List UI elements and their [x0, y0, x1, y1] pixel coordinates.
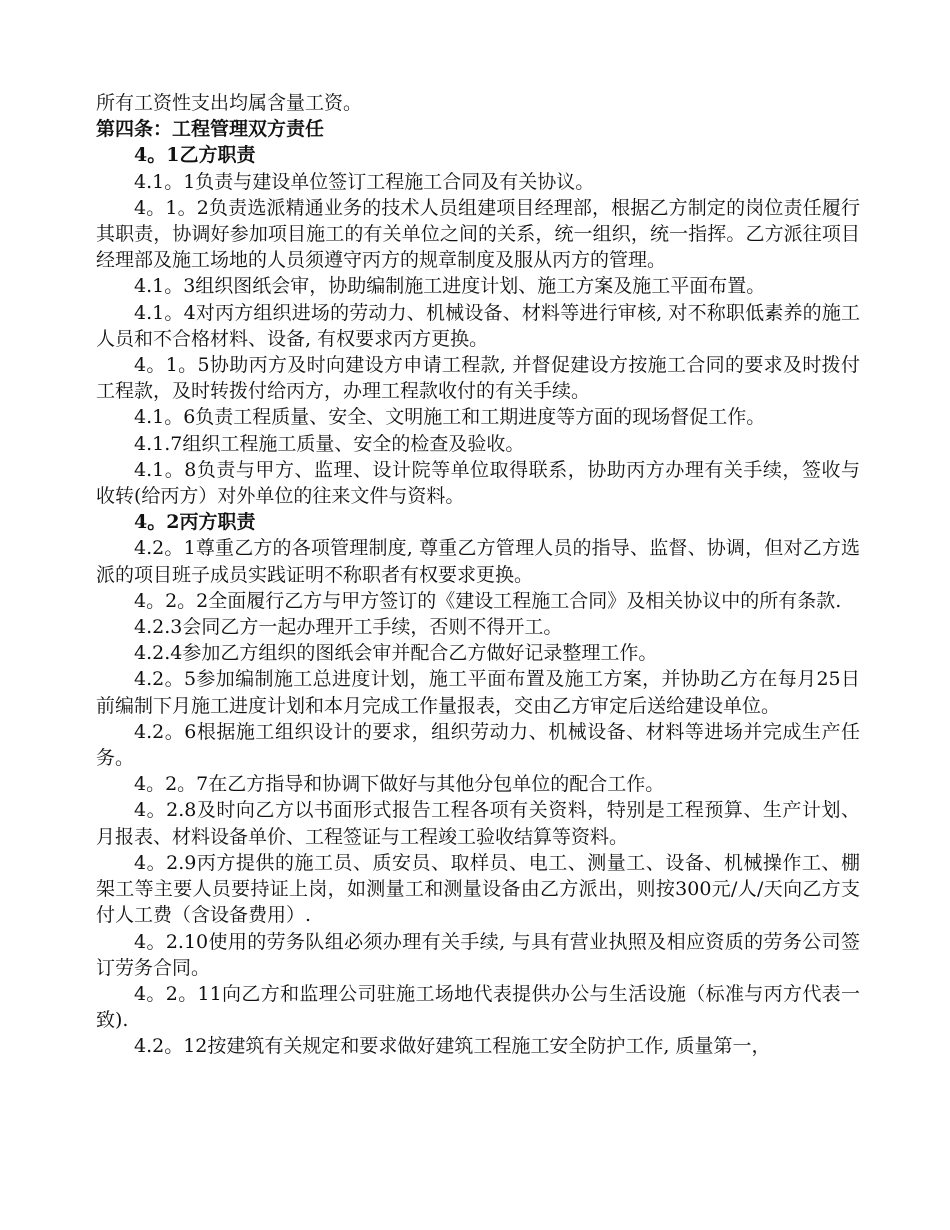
clause-paragraph: 4.2。12按建筑有关规定和要求做好建筑工程施工安全防护工作, 质量第一，	[134, 1035, 771, 1058]
clause-paragraph: 4.2.4参加乙方组织的图纸会审并配合乙方做好记录整理工作。	[134, 642, 658, 665]
clause-paragraph: 4.2。6根据施工组织设计的要求，组织劳动力、机械设备、材料等进场并完成生产任务。	[96, 720, 860, 770]
clause-paragraph: 4。1。5协助丙方及时向建设方申请工程款, 并督促建设方按施工合同的要求及时拨付工程款，及时转拨付给丙方，办理工程款收付的有关手续。	[96, 354, 860, 403]
clause-paragraph: 4.1。8负责与甲方、监理、设计院等单位取得联系，协助丙方办理有关手续，签收与收转(给丙方）对外单位的往来文件与资料。	[96, 458, 860, 508]
clause-paragraph: 4.1。3组织图纸会审，协助编制施工进度计划、施工方案及施工平面布置。	[134, 275, 766, 298]
clause-paragraph: 4。2.10使用的劳务队组必须办理有关手续, 与具有营业执照及相应资质的劳务公司签订劳务合同。	[96, 930, 860, 979]
text-line: 所有工资性支出均属含量工资。	[96, 92, 363, 114]
clause-paragraph: 4.1。4对丙方组织进场的劳动力、机械设备、材料等进行审核, 对不称职低素养的施工人员和不合格材料、设备, 有权要求丙方更换。	[96, 301, 860, 350]
clause-paragraph: 4。2.8及时向乙方以书面形式报告工程各项有关资料，特别是工程预算、生产计划、月报表、材料设备单价、工程签证与工程竣工验收结算等资料。	[96, 799, 860, 848]
clause-paragraph: 4。2。11向乙方和监理公司驻施工场地代表提供办公与生活设施（标准与丙方代表一致).	[96, 982, 860, 1032]
section-heading: 4。1乙方职责	[134, 144, 256, 167]
clause-paragraph: 4。2。2全面履行乙方与甲方签订的《建设工程施工合同》及相关协议中的所有条款.	[134, 589, 842, 612]
clause-paragraph: 4。2.9丙方提供的施工员、质安员、取样员、电工、测量工、设备、机械操作工、棚架工等主要人员要持证上岗，如测量工和测量设备由乙方派出，则按300元/人/天向乙方支付人工费（含设备费用）.	[96, 851, 860, 927]
section-heading: 4。2丙方职责	[134, 511, 256, 534]
clause-paragraph: 4。2。7在乙方指导和协调下做好与其他分包单位的配合工作。	[134, 773, 665, 796]
article-heading: 第四条：工程管理双方责任	[96, 118, 325, 141]
clause-paragraph: 4.2。5参加编制施工总进度计划，施工平面布置及施工方案，并协助乙方在每月25日前编制下月施工进度计划和本月完成工作量报表，交由乙方审定后送给建设单位。	[96, 668, 860, 717]
clause-paragraph: 4.1.7组织工程施工质量、安全的检查及验收。	[134, 432, 525, 455]
clause-paragraph: 4.2。1尊重乙方的各项管理制度, 尊重乙方管理人员的指导、监督、协调，但对乙方选派的项目班子成员实践证明不称职者有权要求更换。	[96, 537, 860, 586]
clause-paragraph: 4.2.3会同乙方一起办理开工手续，否则不得开工。	[134, 616, 563, 639]
clause-paragraph: 4。1。2负责选派精通业务的技术人员组建项目经理部，根据乙方制定的岗位责任履行其职责，协调好参加项目施工的有关单位之间的关系，统一组织，统一指挥。乙方派往项目经理部及施工场地的人员须遵守丙方的规章制度及服从丙方的管理。	[96, 196, 860, 272]
clause-paragraph: 4.1。6负责工程质量、安全、文明施工和工期进度等方面的现场督促工作。	[134, 406, 766, 429]
clause-paragraph: 4.1。1负责与建设单位签订工程施工合同及有关协议。	[134, 170, 595, 193]
